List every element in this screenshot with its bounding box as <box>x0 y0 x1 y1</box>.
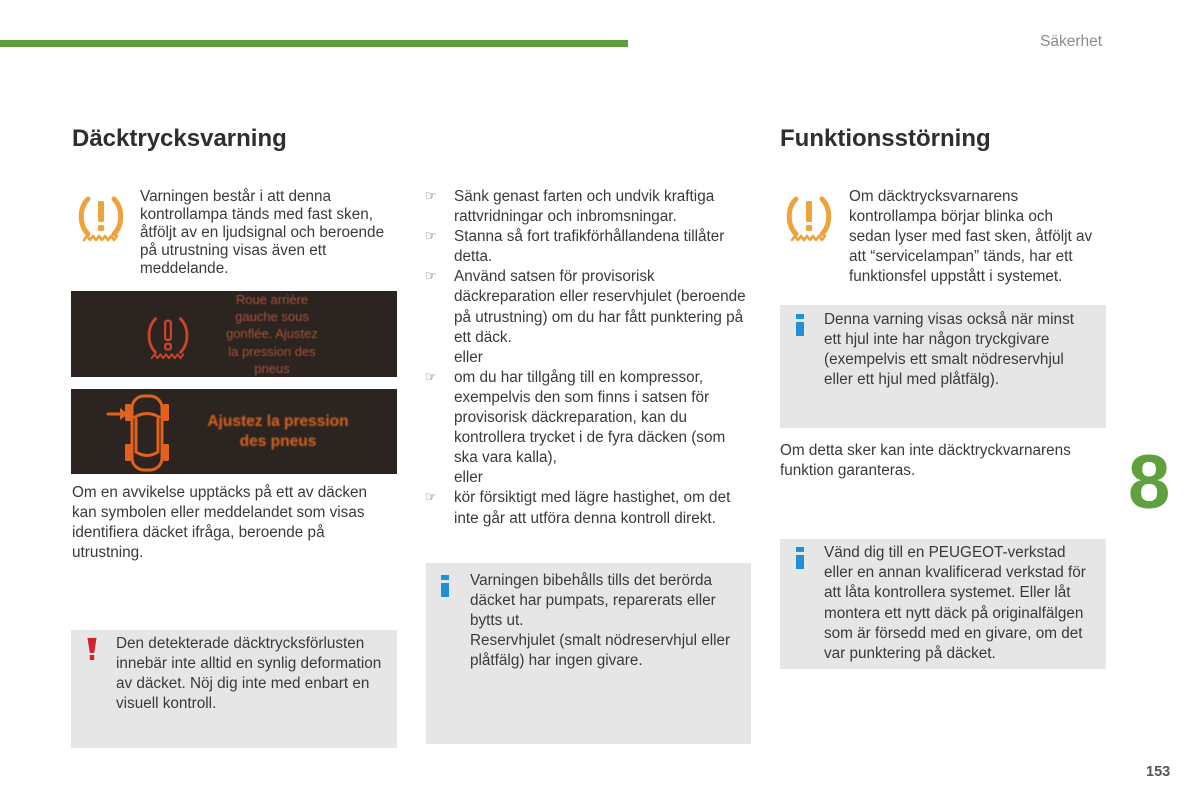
tire-pressure-warning-icon <box>144 314 192 362</box>
text-line: att “servicelampan” tänds, har ett <box>849 248 1073 265</box>
text-line: inte går att utföra denna kontroll direkt. <box>454 509 716 527</box>
text-line: om du har tillgång till en kompressor, <box>454 368 704 386</box>
text-line: Stanna så fort trafikförhållandena tillåter <box>454 228 725 246</box>
text-line: rattvridningar och inbromsningar. <box>454 208 677 226</box>
text-line: innebär inte alltid en synlig deformation <box>116 655 382 672</box>
text-line: Reservhjulet (smalt nödreservhjul eller <box>470 632 731 649</box>
text-line: la pression des <box>228 343 316 359</box>
text-line: kontrollera trycket i de fyra däcken (som <box>454 429 726 447</box>
text-line: des pneus <box>239 433 317 450</box>
text-line: kör försiktigt med lägre hastighet, om det <box>454 489 731 507</box>
display-tire-message-text <box>183 412 373 452</box>
list-item-text <box>454 227 746 267</box>
text-line: gauche sous <box>235 309 309 325</box>
info-paragraph <box>470 571 730 631</box>
info-icon <box>796 547 804 569</box>
list-item <box>454 187 746 227</box>
list-item-text <box>454 368 746 468</box>
info-note-text <box>824 543 1086 664</box>
text-line: som är försedd med en givare, om det <box>824 624 1083 642</box>
text-line: åtföljt av en ljudsignal och beroende <box>140 224 385 241</box>
list-item <box>454 227 746 267</box>
list-item <box>454 488 746 528</box>
text-line: exempelvis den som finns i satsen för <box>454 388 710 406</box>
right-intro-text <box>849 187 1092 287</box>
text-line: funktionsfel uppstått i systemet. <box>849 268 1063 285</box>
text-line: av däcket. Nöj dig inte med enbart en <box>116 675 370 692</box>
text-line: funktion garanteras. <box>780 462 916 479</box>
chapter-number: 8 <box>1128 440 1171 525</box>
pointing-hand-icon <box>425 227 443 247</box>
text-line: eller <box>454 469 483 487</box>
text-line: Varningen består i att denna <box>140 188 332 205</box>
right-paragraph <box>780 441 1071 481</box>
text-line: ett däck. <box>454 328 512 346</box>
text-line: gonflée. Ajustez <box>226 326 318 342</box>
text-line: (exempelvis ett smalt nödreservhjul <box>824 351 1064 368</box>
text-line: meddelande. <box>140 260 229 277</box>
page-number: 153 <box>1146 764 1171 780</box>
text-line: ska vara kalla), <box>454 449 557 467</box>
text-line: detta. <box>454 248 493 266</box>
list-item-text <box>454 267 746 347</box>
text-line: däcket har pumpats, reparerats eller <box>470 592 716 609</box>
text-line: däckreparation eller reservhjulet (beroende <box>454 288 746 306</box>
list-separator <box>454 468 746 488</box>
list-item-text <box>454 488 746 528</box>
list-item <box>454 267 746 347</box>
text-line: Om detta sker kan inte däcktryckvarnarens <box>780 442 1071 459</box>
instrument-display-message <box>71 291 397 377</box>
text-line: Om däcktrycksvarnarens <box>849 188 1019 205</box>
exclamation-icon <box>87 638 97 660</box>
text-line: på utrustning visas även ett <box>140 242 327 259</box>
text-line: ett hjul inte har någon tryckgivare <box>824 331 1050 348</box>
text-line: Vänd dig till en PEUGEOT-verkstad <box>824 544 1066 561</box>
info-icon <box>441 575 449 597</box>
info-note-text <box>470 571 730 671</box>
pointing-hand-icon <box>425 488 443 508</box>
text-line: kontrollampa börjar blinka och <box>849 208 1054 225</box>
display-message-text <box>202 291 342 377</box>
text-line: Sänk genast farten och undvik kraftiga <box>454 188 715 205</box>
right-heading: Funktionsstörning <box>780 125 991 152</box>
instrument-display-tire-map <box>71 389 397 474</box>
text-line: Om en avvikelse upptäcks på ett av däcken <box>72 484 368 501</box>
pointing-hand-icon <box>425 368 443 388</box>
car-top-view-icon <box>105 392 175 474</box>
text-line: montera ett nytt däck på originalfälgen <box>824 604 1084 622</box>
text-line: pneus <box>254 360 290 376</box>
header-accent-bar <box>0 40 628 47</box>
text-line: plåtfälg) har ingen givare. <box>470 652 643 669</box>
text-line: sedan lyser med fast sken, åtföljt av <box>849 228 1093 245</box>
info-paragraph <box>470 631 730 671</box>
separator-text <box>454 468 746 488</box>
list-separator <box>454 348 746 368</box>
text-line: utrustning. <box>72 544 144 561</box>
text-line: eller en annan kvalificerad verkstad för <box>824 564 1086 582</box>
text-line: provisorisk däckreparation, kan du <box>454 409 687 427</box>
text-line: visuell kontroll. <box>116 695 217 712</box>
text-line: eller <box>454 348 483 366</box>
pointing-hand-icon <box>425 187 443 207</box>
list-item-text <box>454 187 746 227</box>
instruction-list <box>454 187 746 529</box>
text-line: Den detekterade däcktrycksförlusten <box>116 635 365 652</box>
left-intro-text <box>140 188 384 278</box>
section-title: Säkerhet <box>1040 33 1103 50</box>
pointing-hand-icon <box>425 267 443 287</box>
tire-pressure-warning-icon <box>76 195 126 243</box>
text-line: att låta kontrollera systemet. Eller låt <box>824 584 1071 602</box>
separator-text <box>454 348 746 368</box>
text-line: Använd satsen för provisorisk <box>454 268 655 286</box>
list-item <box>454 368 746 468</box>
text-line: var punktering på däcket. <box>824 645 996 663</box>
info-icon <box>796 314 804 336</box>
warning-note-text <box>116 634 381 714</box>
text-line: Varningen bibehålls tills det berörda <box>470 572 713 589</box>
text-line: identifiera däcket ifråga, beroende på <box>72 524 325 541</box>
text-line: kontrollampa tänds med fast sken, <box>140 206 373 223</box>
text-line: eller ett hjul med plåtfälg). <box>824 371 1000 388</box>
text-line: Denna varning visas också när minst <box>824 311 1074 328</box>
left-paragraph <box>72 483 367 563</box>
tire-pressure-warning-icon <box>784 195 834 243</box>
text-line: på utrustning) om du har fått punktering på <box>454 308 744 326</box>
text-line: Roue arrière <box>235 292 309 307</box>
text-line: kan symbolen eller meddelandet som visas <box>72 504 365 521</box>
left-heading: Däcktrycksvarning <box>72 125 287 152</box>
text-line: bytts ut. <box>470 612 524 629</box>
text-line: Ajustez la pression <box>207 413 349 430</box>
info-note-text <box>824 310 1074 390</box>
